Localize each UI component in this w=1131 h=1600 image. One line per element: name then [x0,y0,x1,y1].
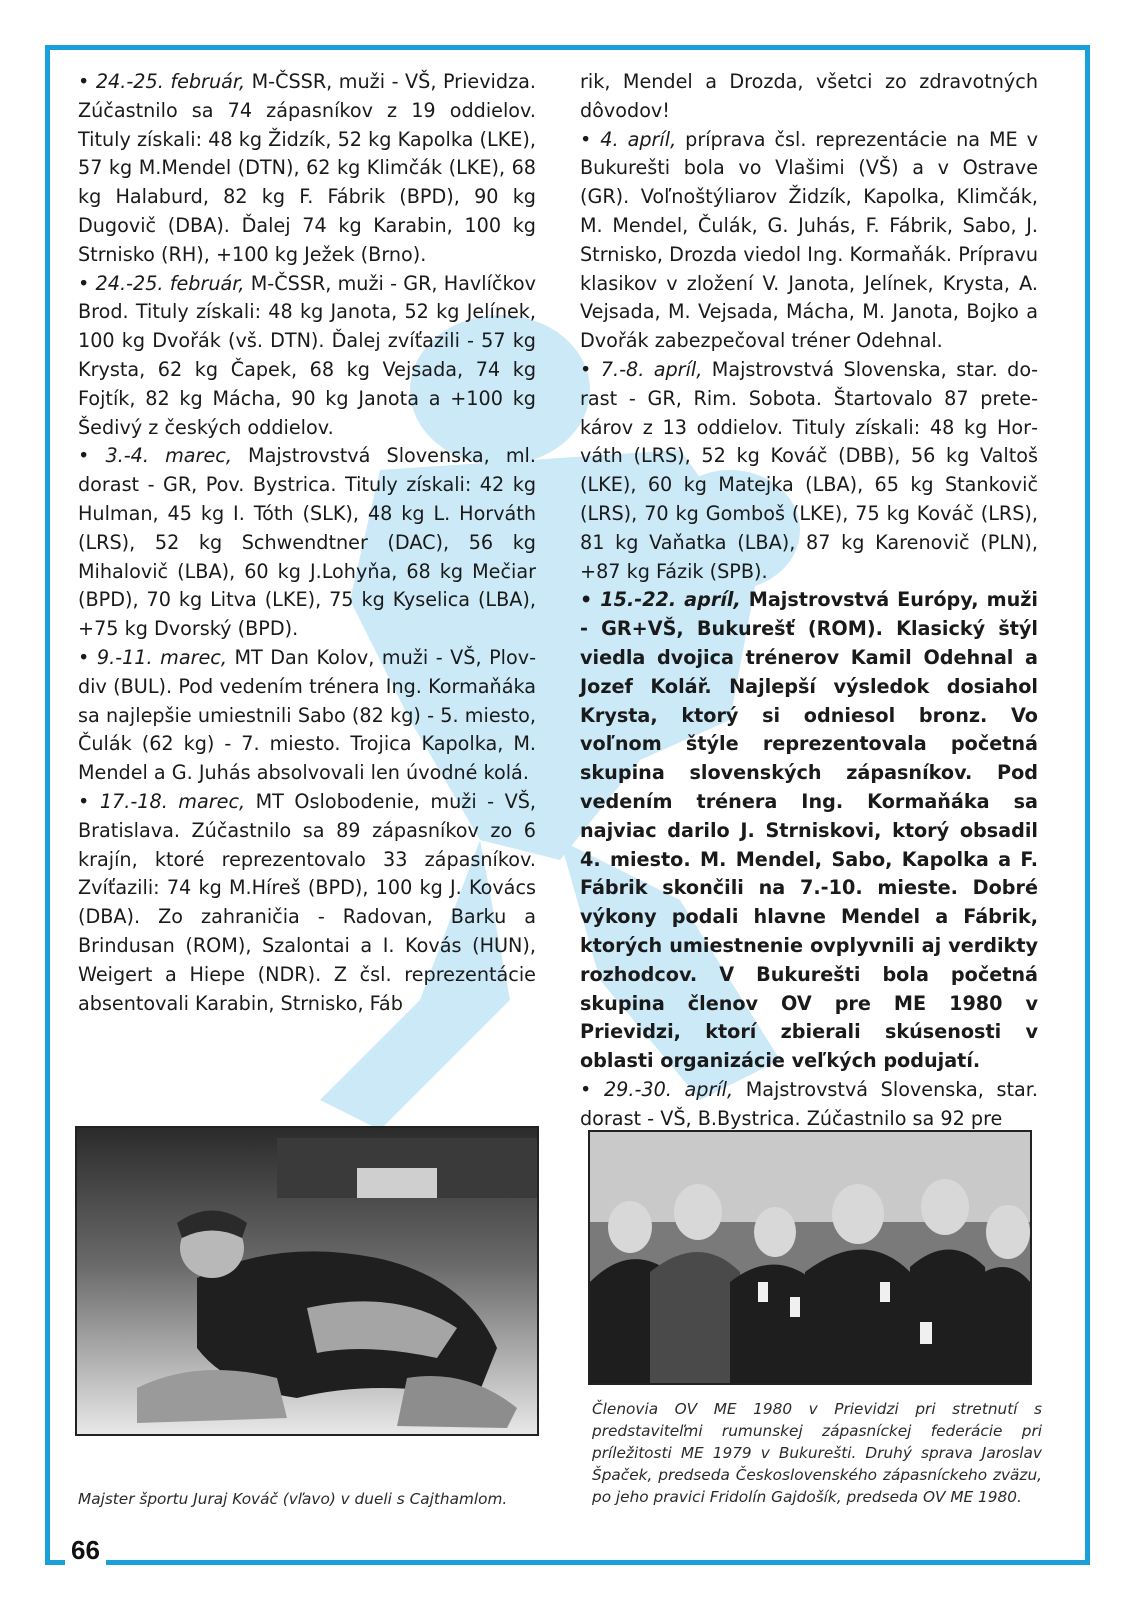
wrestling-photo-caption: Majster športu Juraj Kováč (vľavo) v dueli s Cajthamlom. [78,1490,508,1508]
entry-9: • 29.-30. apríl, Majstrovstvá Slovenska, star. dorast - VŠ, B.Bystrica. Zúčastnilo sa 92 pre [580,1077,1038,1130]
entry-6: • 4. apríl, príprava čsl. reprezentácie na ME v Bukurešti bola vo Vlašimi (VŠ) a v Ostrave (GR). Voľnoštýliarov Židzík, Kapolka, Klimčák, M. Mendel, Čulák, G. Juhás, F. Fábrik, Sabo, J. Strnisko, Drozda viedol Ing. Kormaňák. Prípravu klasikov v zložení V. Janota, Jelínek, Krysta, A. Vejsada, M. Vejsada, Mácha, M. Janota, Bojko a Dvořák zabezpečoval tréner Odehnal. [580,127,1038,353]
entry-8: • 15.-22. apríl, Majstrovstvá Európy, muži - GR+VŠ, Bukurešť (ROM). Klasický štýl viedla dvojica trénerov Kamil Odehnal a Jozef Kolář. Najlepší výsledok dosiahol Krysta, ktorý si odniesol bronz. Vo voľnom štýle reprezentovala početná skupina slovenských zápasníkov. Pod vedením trénera Ing. Kormaňáka sa najviac darilo J. Strniskovi, ktorý obsadil 4. miesto. M. Mendel, Sabo, Kapolka a F. Fábrik skončili na 7.-10. mieste. Dobré výkony podali hlavne Mendel a Fábrik, ktorých umiestnenie ovplyvnili aj verdikty rozhodcov. V Bukurešti bola početná skupina členov OV pre ME 1980 v Prievidzi, ktorí zbierali skúsenosti v oblasti organizácie veľkých podujatí. [580,588,1038,1073]
wrestling-photo [75,1126,539,1436]
entry-7: • 7.-8. apríl, Majstrovstvá Slovenska, star. dorast - GR, Rim. Sobota. Štartovalo 87 pretekárov z 13 oddielov. Tituly získali: 48 kg Horváth (LRS), 52 kg Kováč (DBB), 56 kg Valtoš (LKE), 60 kg Matejka (LBA), 65 kg Stankovič (LRS), 70 kg Gomboš (LKE), 75 kg Kováč (LRS), 81 kg Vaňatka (LBA), 87 kg Karenovič (PLN), +87 kg Fázik (SPB). [580,357,1038,583]
entry-1: • 24.-25. február, M-ČSSR, muži - VŠ, Prievidza. Zúčastnilo sa 74 zápasníkov z 19 oddielov. Tituly získali: 48 kg Židzík, 52 kg Kapolka (LKE), 57 kg M.Mendel (DTN), 62 kg Klimčák (LKE), 68 kg Halaburd, 82 kg F. Fábrik (BPD), 90 kg Dugovič (DBA). Ďalej 74 kg Karabin, 100 kg Strnisko (RH), +100 kg Ježek (Brno). [78,70,536,266]
page-number: 66 [65,1530,106,1570]
entry-continuation: rik, Mendel a Drozda, všetci zo zdravotných dôvodov! [580,70,1038,122]
right-text-column [580,68,1038,1133]
officials-photo [588,1130,1032,1385]
entry-4: • 9.-11. marec, MT Dan Kolov, muži - VŠ, Plovdiv (BUL). Pod vedením trénera Ing. Kormaňáka sa najlepšie umiestnili Sabo (82 kg) - 5. miesto, Čulák (62 kg) - 7. miesto. Trojica Kapolka, M. Mendel a G. Juhás absolvovali len úvodné kolá. [78,645,537,785]
officials-photo-caption: Členovia OV ME 1980 v Prievidzi pri stretnutí s predstaviteľmi rumunskej zápasníckej federácie pri príležitosti ME 1979 v Bukurešti. Druhý sprava Jaroslav Špaček, predseda Československého zápasníckeho zväzu, po jeho pravici Fridolín Gajdošík, predseda OV ME 1980. [592,1400,1042,1506]
entry-3: • 3.-4. marec, Majstrovstvá Slovenska, ml. dorast - GR, Pov. Bystrica. Tituly získali: 42 kg Hulman, 45 kg I. Tóth (SLK), 48 kg L. Horváth (LRS), 52 kg Schwendtner (DAC), 56 kg Mihalovič (LBA), 60 kg J.Lohyňa, 68 kg Mečiar (BPD), 70 kg Litva (LKE), 75 kg Kyselica (LBA), +75 kg Dvorský (BPD). [78,444,536,641]
officials-photo-image [590,1132,1030,1383]
left-text-column [78,68,536,1018]
entry-5: • 17.-18. marec, MT Oslobodenie, muži - VŠ, Bratislava. Zúčastnilo sa 89 zápasníkov zo 6 krajín, ktoré reprezentovalo 33 zápasníkov. Zvíťazili: 74 kg M.Híreš (BPD), 100 kg J. Kovács (DBA). Zo zahraničia - Radovan, Barku a Brindusan (ROM), Szalontai a I. Kovás (HUN), Weigert a Hiepe (NDR). Z čsl. reprezentácie absentovali Karabin, Strnisko, Fáb [78,789,537,1015]
entry-2: • 24.-25. február, M-ČSSR, muži - GR, Havlíčkov Brod. Tituly získali: 48 kg Janota, 52 kg Jelínek, 100 kg Dvořák (vš. DTN). Ďalej zvíťazili - 57 kg Krysta, 62 kg Čapek, 68 kg Vejsada, 74 kg Fojtík, 82 kg Mácha, 90 kg Janota a +100 kg Šedivý z českých oddielov. [78,271,537,439]
wrestling-photo-image [77,1128,537,1434]
